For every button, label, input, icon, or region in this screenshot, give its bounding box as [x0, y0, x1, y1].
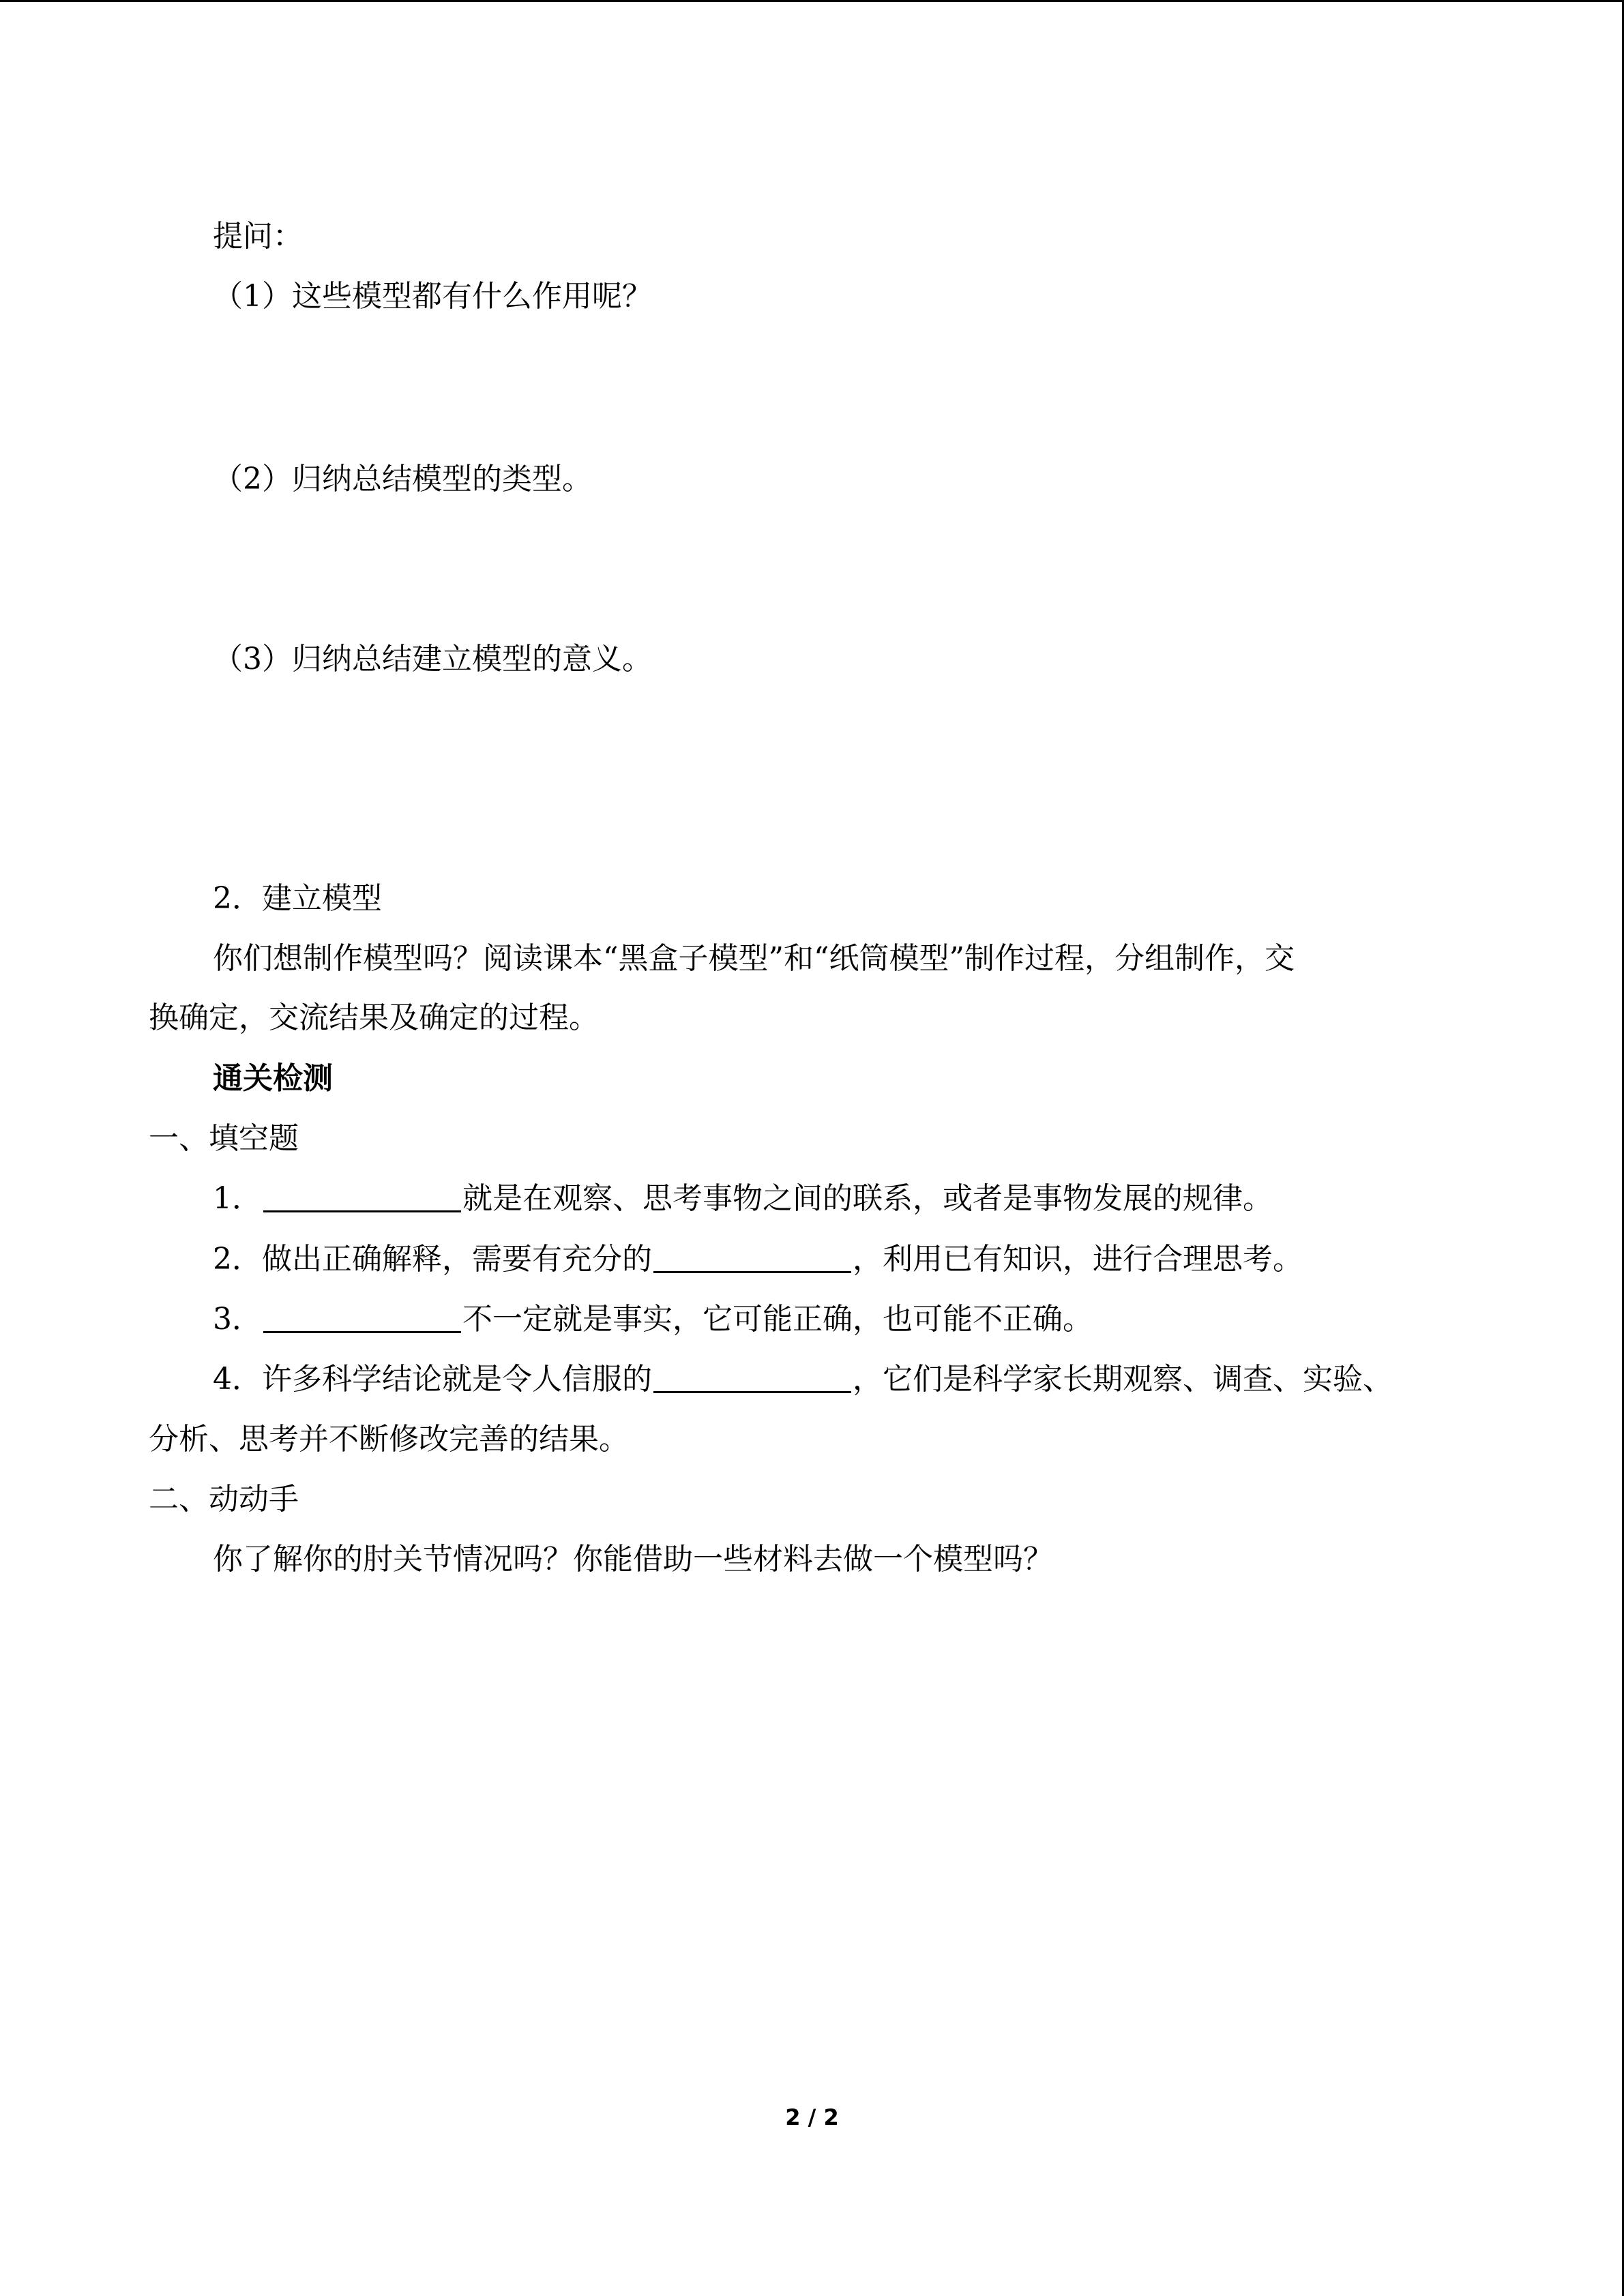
question-3: （3）归纳总结建立模型的意义。	[213, 642, 652, 676]
build-model-paragraph-line-1: 你们想制作模型吗？阅读课本“黑盒子模型”和“纸筒模型”制作过程，分组制作，交	[213, 941, 1295, 976]
item-text: ，利用已有知识，进行合理思考。	[853, 1242, 1303, 1277]
item-number: 3．	[213, 1302, 262, 1337]
item-text: 就是在观察、思考事物之间的联系，或者是事物发展的规律。	[462, 1181, 1273, 1216]
answer-blank[interactable]	[653, 1241, 851, 1273]
check-section-title: 通关检测	[213, 1061, 333, 1096]
item-text: 许多科学结论就是令人信服的	[262, 1362, 652, 1397]
answer-blank[interactable]	[653, 1361, 851, 1393]
fill-item-2	[213, 1239, 1303, 1280]
item-text: 不一定就是事实，它可能正确，也可能不正确。	[462, 1302, 1093, 1337]
item-text: ，它们是科学家长期观察、调查、实验、	[853, 1362, 1393, 1397]
build-model-paragraph-line-2: 换确定，交流结果及确定的过程。	[149, 1000, 599, 1035]
item-number: 2．	[213, 1242, 262, 1277]
answer-blank[interactable]	[263, 1301, 461, 1333]
fill-item-4-continuation: 分析、思考并不断修改完善的结果。	[149, 1422, 629, 1457]
fill-item-4	[213, 1359, 1393, 1400]
section-heading-build-model: 2．建立模型	[213, 881, 382, 916]
item-text: 做出正确解释，需要有充分的	[262, 1242, 652, 1277]
fill-item-1	[213, 1178, 1273, 1219]
hands-on-question: 你了解你的肘关节情况吗？你能借助一些材料去做一个模型吗？	[213, 1542, 1053, 1577]
fill-item-3	[213, 1299, 1093, 1340]
hands-on-title: 二、动动手	[149, 1482, 299, 1517]
item-number: 1．	[213, 1181, 262, 1216]
item-number: 4．	[213, 1362, 262, 1397]
page-number: 2 / 2	[785, 2104, 839, 2130]
question-2: （2）归纳总结模型的类型。	[213, 462, 592, 496]
questions-intro: 提问：	[213, 219, 303, 254]
question-1: （1）这些模型都有什么作用呢？	[213, 279, 652, 314]
answer-blank[interactable]	[263, 1180, 461, 1212]
fill-in-blank-title: 一、填空题	[149, 1121, 299, 1156]
